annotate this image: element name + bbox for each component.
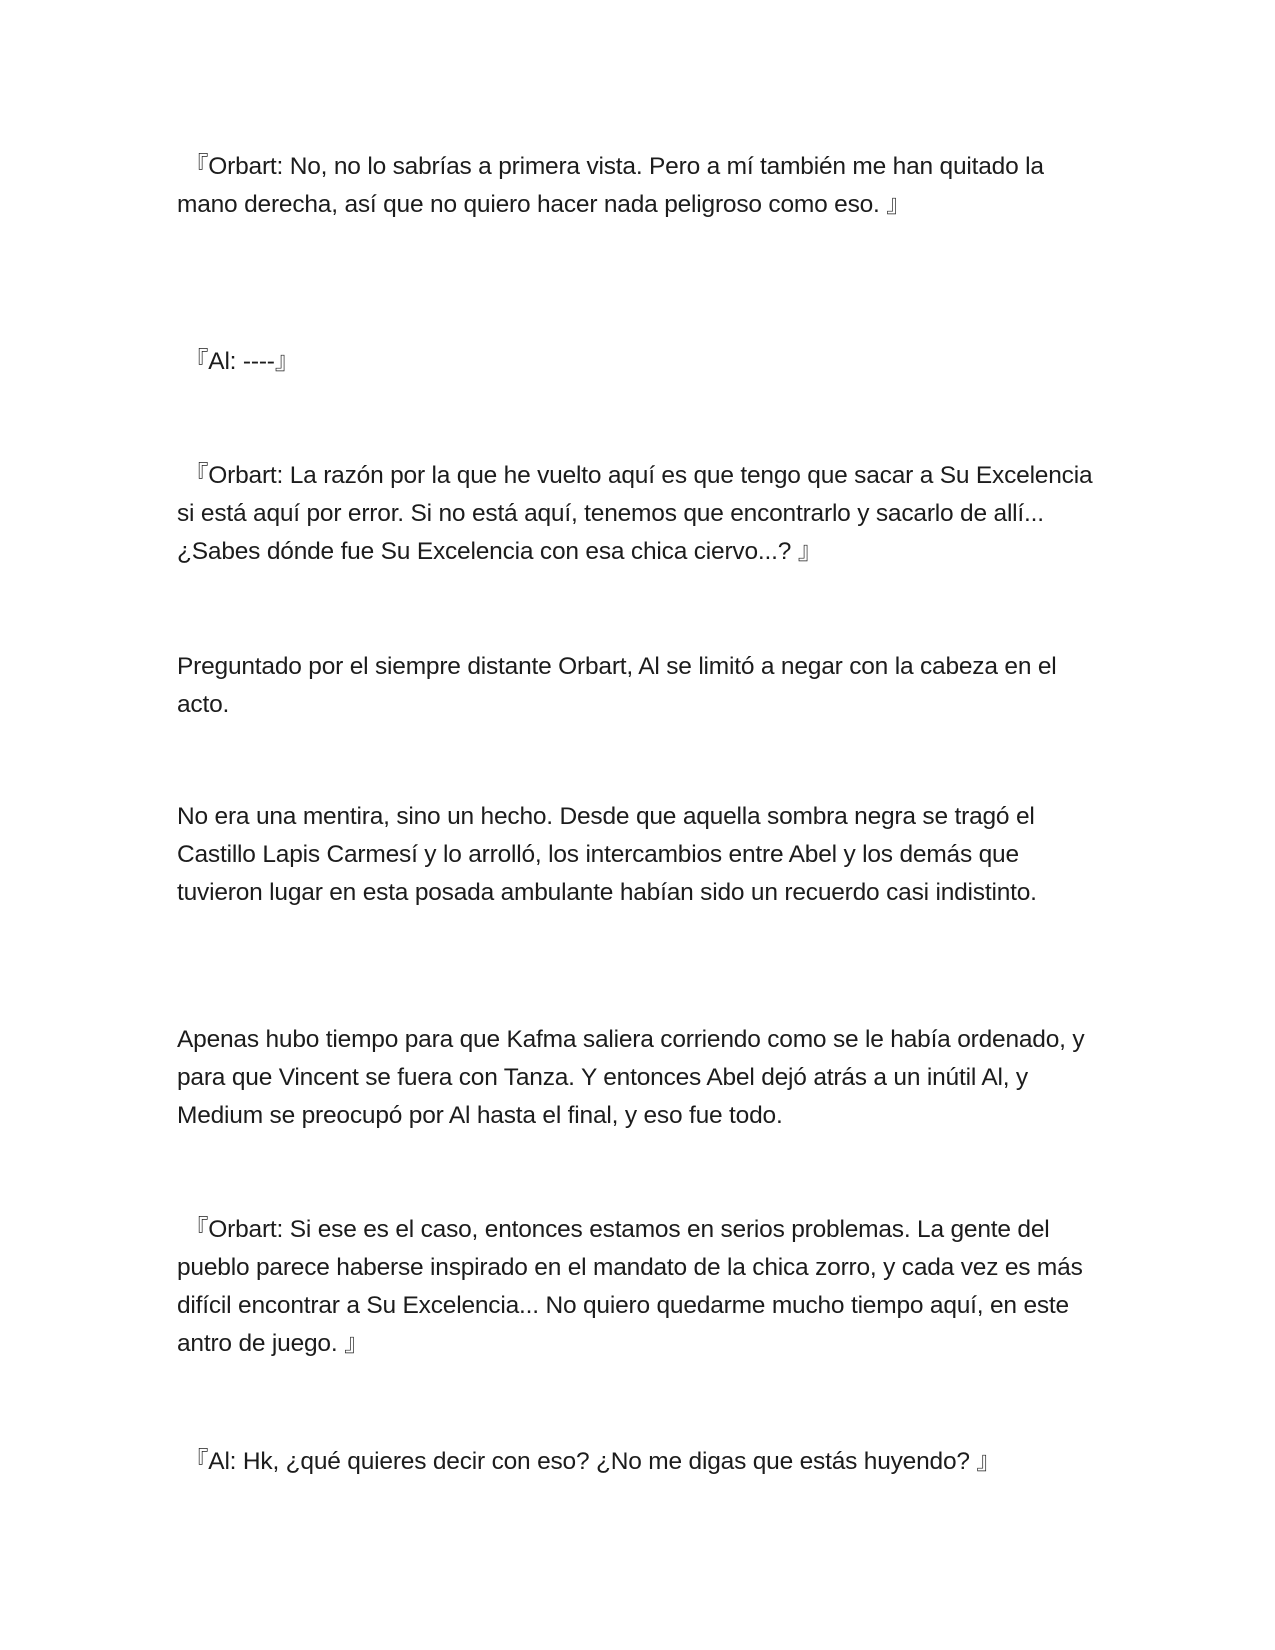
paragraph-narration-2: No era una mentira, sino un hecho. Desde que aquella sombra negra se tragó el Castillo Lapis Carmesí y lo arrolló, los intercambios entre Abel y los demás que tuvieron lugar en esta posada ambulante habían sido un recuerdo casi indistinto. — [177, 803, 1042, 906]
paragraph-al-dialogue-2: 『Al: Hk, ¿qué quieres decir con eso? ¿No me digas que estás huyendo? 』 — [184, 1448, 1001, 1475]
paragraph-orbart-dialogue-2: 『Orbart: La razón por la que he vuelto aquí es que tengo que sacar a Su Excelencia si está aquí por error. Si no está aquí, tenemos que encontrarlo y sacarlo de allí... ¿Sabes dónde fue Su Excelencia con esa chica ciervo...? 』 — [177, 462, 1099, 565]
paragraph-narration-3: Apenas hubo tiempo para que Kafma saliera corriendo como se le había ordenado, y para que Vincent se fuera con Tanza. Y entonces Abel dejó atrás a un inútil Al, y Medium se preocupó por Al hasta el final, y eso fue todo. — [177, 1026, 1092, 1129]
paragraph-narration-1: Preguntado por el siempre distante Orbart, Al se limitó a negar con la cabeza en el acto. — [177, 653, 1064, 718]
paragraph-orbart-dialogue-1: 『Orbart: No, no lo sabrías a primera vista. Pero a mí también me han quitado la mano derecha, así que no quiero hacer nada peligroso como eso. 』 — [177, 153, 1051, 218]
paragraph-al-dialogue-1: 『Al: ----』 — [184, 348, 300, 375]
paragraph-orbart-dialogue-3: 『Orbart: Si ese es el caso, entonces estamos en serios problemas. La gente del pueblo parece haberse inspirado en el mandato de la chica zorro, y cada vez es más difícil encontrar a Su Excelencia... No quiero quedarme mucho tiempo aquí, en este antro de juego. 』 — [177, 1216, 1090, 1357]
